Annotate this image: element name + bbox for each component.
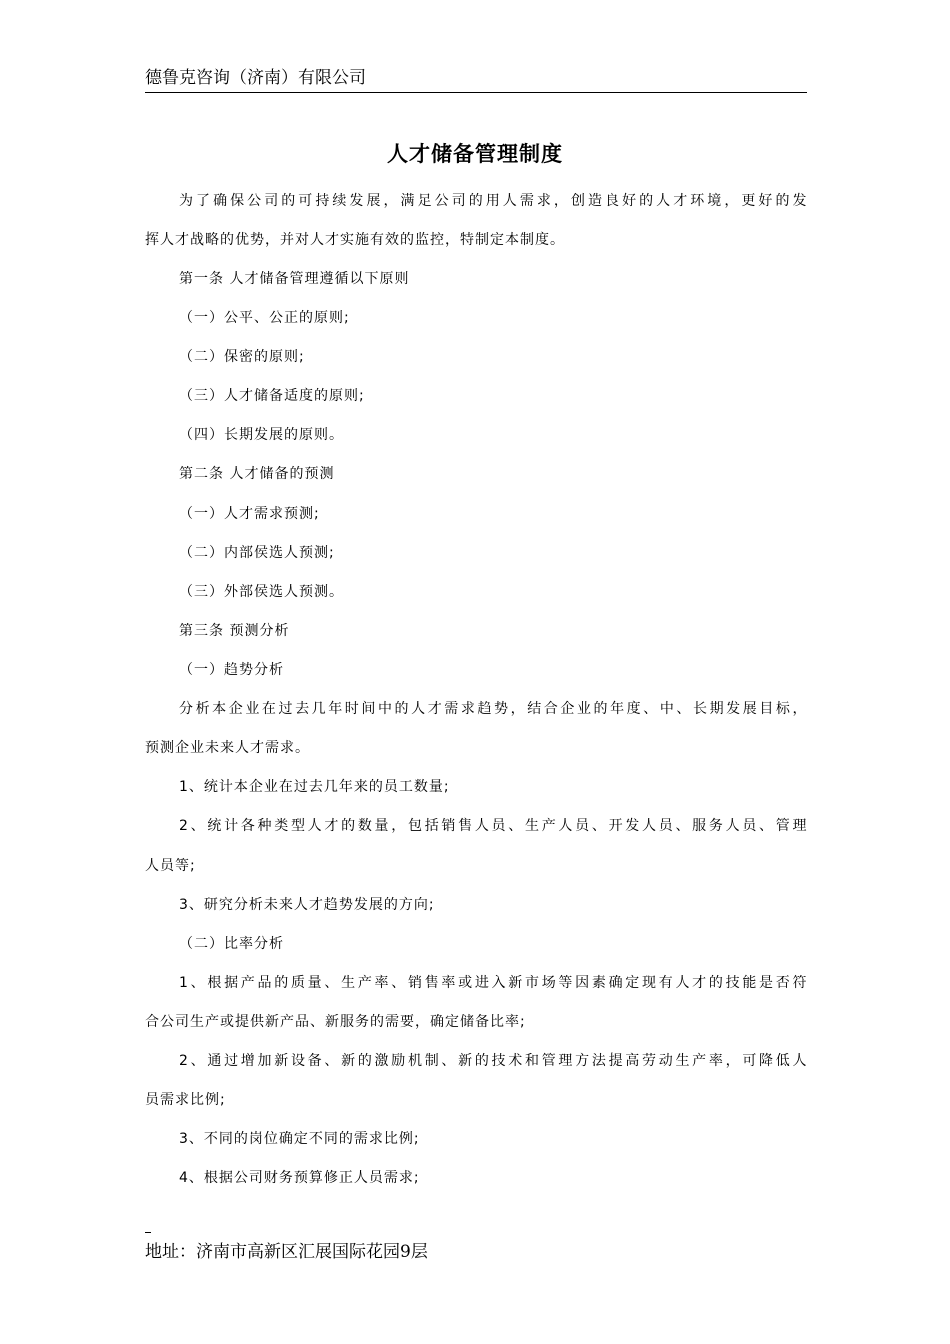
list-item: （一）人才需求预测; [179,506,320,522]
list-item: （二）保密的原则; [179,349,305,365]
section-heading: （一）趋势分析 [179,662,284,678]
page-footer [145,1240,428,1264]
footer-divider [145,1232,151,1233]
list-item: 2、统计各种类型人才的数量，包括销售人员、生产人员、开发人员、服务人员、管理 [179,818,807,834]
list-item: 3、不同的岗位确定不同的需求比例; [179,1131,420,1147]
list-item: 2、通过增加新设备、新的激励机制、新的技术和管理方法提高劳动生产率，可降低人 [179,1053,807,1069]
list-item: （三）外部侯选人预测。 [179,584,344,600]
paragraph-line: 合公司生产或提供新产品、新服务的需要，确定储备比率; [145,1014,526,1030]
list-item: （四）长期发展的原则。 [179,427,344,443]
list-item: 4、根据公司财务预算修正人员需求; [179,1170,420,1186]
document-title: 人才储备管理制度 [387,142,563,166]
paragraph-line: 分析本企业在过去几年时间中的人才需求趋势，结合企业的年度、中、长期发展目标， [179,701,807,717]
list-item: 1、根据产品的质量、生产率、销售率或进入新市场等因素确定现有人才的技能是否符 [179,975,807,991]
paragraph-line: 挥人才战略的优势，并对人才实施有效的监控，特制定本制度。 [145,232,565,248]
section-heading: （二）比率分析 [179,936,284,952]
list-item: （二）内部侯选人预测; [179,545,335,561]
paragraph-line: 为了确保公司的可持续发展，满足公司的用人需求，创造良好的人才环境，更好的发 [179,193,807,209]
list-item: 1、统计本企业在过去几年来的员工数量; [179,779,450,795]
article-heading: 第一条 人才储备管理遵循以下原则 [179,271,410,287]
company-name: 德鲁克咨询（济南）有限公司 [145,68,366,88]
paragraph-line: 预测企业未来人才需求。 [145,740,310,756]
company-address: 地址：济南市高新区汇展国际花园9层 [145,1242,428,1262]
article-heading: 第二条 人才储备的预测 [179,466,335,482]
paragraph-line: 人员等; [145,858,196,874]
list-item: 3、研究分析未来人才趋势发展的方向; [179,897,435,913]
list-item: （三）人才储备适度的原则; [179,388,365,404]
paragraph-line: 员需求比例; [145,1092,226,1108]
list-item: （一）公平、公正的原则; [179,310,350,326]
article-heading: 第三条 预测分析 [179,623,290,639]
page-header [145,66,807,93]
